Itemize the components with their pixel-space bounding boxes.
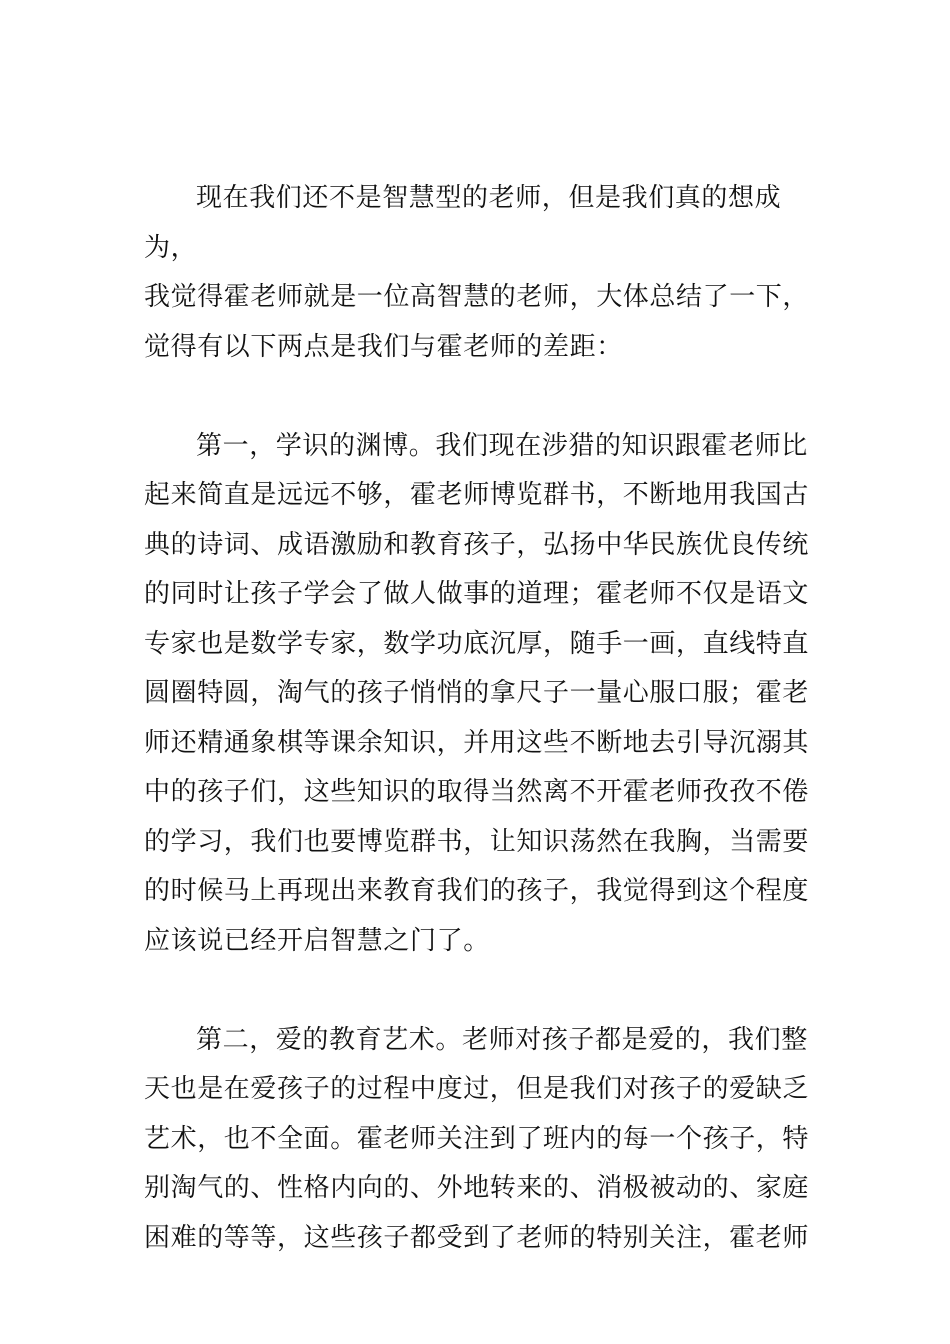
paragraph-spacer bbox=[144, 372, 809, 422]
paragraph-spacer bbox=[144, 966, 809, 1016]
paragraph-second-point: 第二，爱的教育艺术。老师对孩子都是爱的，我们整 天也是在爱孩子的过程中度过，但是我们对孩子的爱缺乏 艺术，也不全面。霍老师关注到了班内的每一个孩子，特 别淘气的、性格内向的、外地转来的、消极被动的、家庭 困难的等等，这些孩子都受到了老师的特别关注，霍老师 bbox=[144, 1024, 810, 1253]
paragraph-first-point: 第一，学识的渊博。我们现在涉猎的知识跟霍老师比 起来简直是远远不够，霍老师博览群书，不断地用我国古 典的诗词、成语激励和教育孩子，弘扬中华民族优良传统 的同时让孩子学会了做人做事的道理；霍老师不仅是语文 专家也是数学专家，数学功底沉厚，随手一画，直线特直 圆圈特圆，淘气的孩子悄悄的拿尺子一量心服口服；霍老 师还精通象棋等课余知识，并用这些不断地去引导沉溺其 中的孩子们，这些知识的取得当然离不开霍老师孜孜不倦 的学习，我们也要博览群书，让知识荡然在我胸，当需要 的时候马上再现出来教育我们的孩子，我觉得到这个程度 应该说已经开启智慧之门了。 bbox=[144, 430, 810, 956]
document-body bbox=[144, 174, 809, 1263]
paragraph-intro: 现在我们还不是智慧型的老师，但是我们真的想成为， 我觉得霍老师就是一位高智慧的老师，大体总结了一下， 觉得有以下两点是我们与霍老师的差距： bbox=[144, 183, 810, 362]
